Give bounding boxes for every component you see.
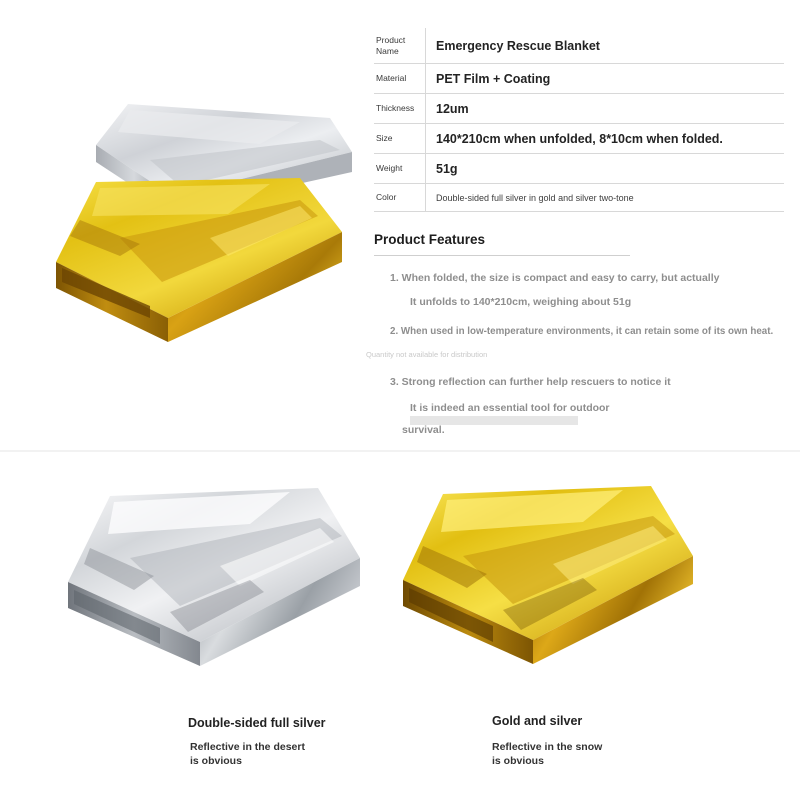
spec-value: PET Film + Coating — [436, 71, 551, 86]
gold-blanket-illustration — [385, 462, 715, 702]
gallery-left-subtitle — [190, 740, 305, 768]
gallery-right-subtitle — [492, 740, 602, 768]
gallery-right-title: Gold and silver — [492, 714, 583, 728]
product-features — [366, 232, 794, 436]
spec-row — [374, 28, 784, 64]
spec-row — [374, 154, 784, 184]
gallery-left-subtitle-line-1: Reflective in the desert — [190, 741, 305, 753]
spec-value: Emergency Rescue Blanket — [436, 38, 600, 53]
spec-label: Thickness — [374, 94, 426, 123]
spec-row — [374, 184, 784, 212]
gallery-left-title: Double-sided full silver — [188, 716, 326, 730]
hero-product-image — [0, 0, 372, 452]
features-title: Product Features — [374, 232, 630, 256]
spec-row — [374, 64, 784, 94]
gallery-right-subtitle-line-2: is obvious — [492, 755, 544, 768]
spec-value: Double-sided full silver in gold and silver two-tone — [436, 192, 634, 203]
spec-label: Material — [374, 64, 426, 93]
hero-blanket-illustration — [0, 0, 372, 452]
spec-label: Color — [374, 184, 426, 211]
gallery-right-subtitle-line-1: Reflective in the snow — [492, 741, 603, 753]
gallery-section — [0, 452, 800, 800]
gallery-left-subtitle-line-2: is obvious — [190, 755, 242, 768]
gallery-image-silver — [50, 462, 380, 702]
spec-row — [374, 124, 784, 154]
spec-value: 140*210cm when unfolded, 8*10cm when folded. — [436, 131, 723, 146]
feature-3-line-3: survival. — [402, 424, 445, 436]
feature-3-line-2: It is indeed an essential tool for outdoor — [410, 402, 610, 414]
spec-value: 12um — [436, 101, 469, 116]
spec-label: Weight — [374, 154, 426, 183]
silver-blanket-illustration — [50, 462, 380, 702]
feature-3-line-1: 3. Strong reflection can further help rescuers to notice it — [390, 376, 671, 388]
spec-label: Product Name — [374, 28, 426, 63]
spec-table — [374, 28, 784, 212]
spec-value: 51g — [436, 161, 458, 176]
distribution-note: Quantity not available for distribution — [366, 350, 488, 359]
feature-1-line-2: It unfolds to 140*210cm, weighing about 51g — [410, 296, 632, 308]
feature-2: 2. When used in low-temperature environments, it can retain some of its own heat. — [390, 326, 774, 337]
gallery-image-gold — [385, 462, 715, 702]
spec-label: Size — [374, 124, 426, 153]
feature-1-line-1: 1. When folded, the size is compact and easy to carry, but actually — [390, 272, 720, 284]
spec-row — [374, 94, 784, 124]
